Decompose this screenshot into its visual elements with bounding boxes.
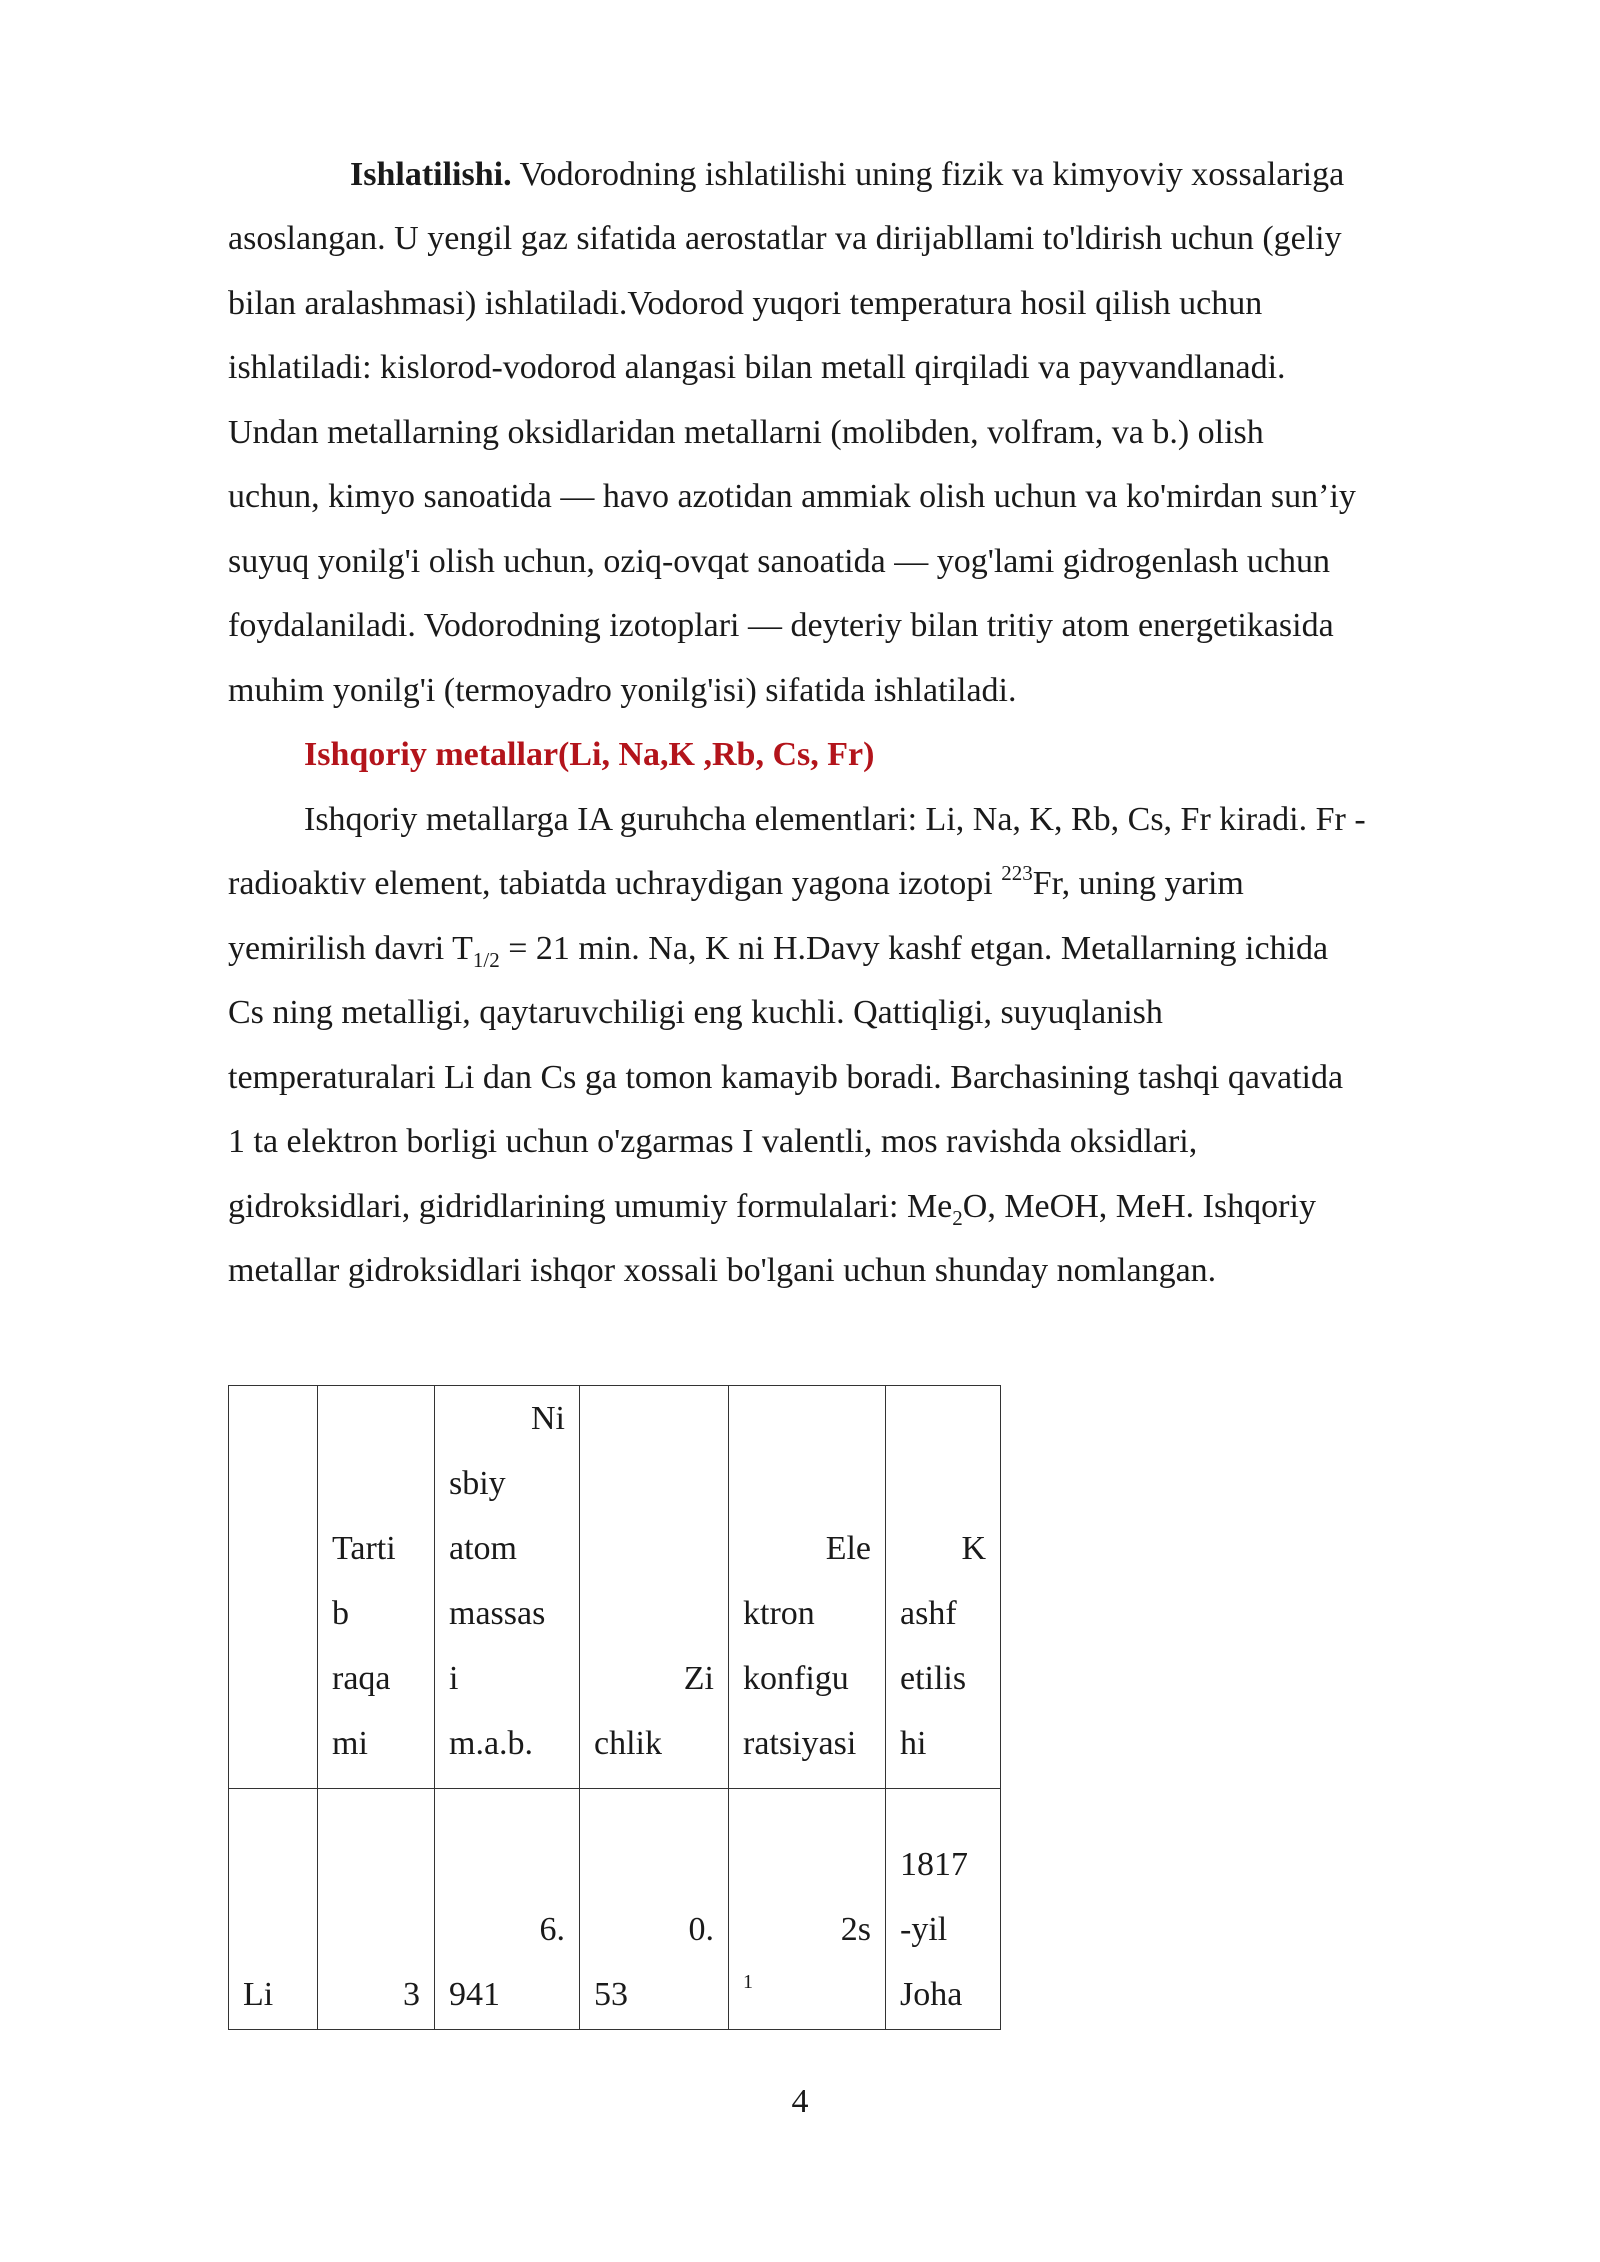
paragraph1-line-2: asoslangan. U yengil gaz sifatida aerostatlar va dirijabllami to'ldirish uchun (geliy [228,220,1342,257]
paragraph2-line-3: yemirilish davri $T_{1/2} = 21$ min. Na, K ni H.Davy kashf etgan. Metallarning ichida [228,930,1329,972]
cell-electron-config: 2s 1 [729,1789,886,2030]
paragraph2-line-1: Ishqoriy metallarga IA guruhcha elementlari: Li, Na, K, Rb, Cs, Fr kiradi. Fr - [304,801,1366,838]
config-superscript: 1 [743,1971,753,1993]
page-number: 4 [791,2083,809,2120]
paragraph1-line-7: suyuq yonilg'i olish uchun, oziq-ovqat sanoatida — yog'lami gidrogenlash uchun [228,543,1330,580]
paragraph2-line-8: metallar gidroksidlari ishqor xossali bo'lgani uchun shunday nomlangan. [228,1252,1217,1289]
isotope-superscript: 223 [1001,860,1033,885]
section-title-usage: Ishlatilishi. [350,156,512,193]
paragraph1-line-8: foydalaniladi. Vodorodning izotoplari — deyteriy bilan tritiy atom energetikasida [228,607,1334,644]
paragraph2-line-6: 1 ta elektron borligi uchun o'zgarmas I valentli, mos ravishda oksidlari, [228,1123,1198,1160]
cell-discovery: 1817 -yil Joha [886,1789,1001,2030]
header-cell-discovery: K ashf etilis hi [886,1386,1001,1789]
cell-serial-number: 3 [318,1789,435,2030]
paragraph2-line-7: gidroksidlari, gidridlarining umumiy formulalari: $Me_2O$, MeOH, MeH. Ishqoriy [228,1188,1316,1230]
header-cell-density: Zi chlik [580,1386,729,1789]
table-header-row [229,1386,1001,1789]
paragraph1-line-1: Ishlatilishi. Vodorodning ishlatilishi uning fizik va kimyoviy xossalariga [350,156,1345,193]
paragraph1-line-9: muhim yonilg'i (termoyadro yonilg'isi) sifatida ishlatiladi. [228,672,1017,709]
half-life-subscript: 1/2 [472,947,500,972]
cell-element: Li [229,1789,318,2030]
paragraph1-line-3: bilan aralashmasi) ishlatiladi.Vodorod yuqori temperatura hosil qilish uchun [228,285,1263,322]
section-heading-alkali-metals: Ishqoriy metallar(Li, Na,K ,Rb, Cs, Fr) [304,736,875,773]
paragraph1-line-6: uchun, kimyo sanoatida — havo azotidan ammiak olish uchun va ko'mirdan sun’iy [228,478,1356,515]
paragraph1-line-4: ishlatiladi: kislorod-vodorod alangasi bilan metall qirqiladi va payvandlanadi. [228,349,1286,386]
cell-density: 0. 53 [580,1789,729,2030]
table-row [229,1789,1001,2030]
header-cell-element [229,1386,318,1789]
paragraph2-line-4: Cs ning metalligi, qaytaruvchiligi eng kuchli. Qattiqligi, suyuqlanish [228,994,1163,1031]
paragraph1-line-5: Undan metallarning oksidlaridan metallarni (molibden, volfram, va b.) olish [228,414,1264,451]
cell-atomic-mass: 6. 941 [435,1789,580,2030]
header-cell-atomic-mass: Ni sbiy atom massas i m.a.b. [435,1386,580,1789]
formula-subscript: 2 [952,1205,963,1230]
paragraph2-line-5: temperaturalari Li dan Cs ga tomon kamayib boradi. Barchasining tashqi qavatida [228,1059,1344,1096]
header-cell-electron-config: Ele ktron konfigu ratsiyasi [729,1386,886,1789]
paragraph2-line-2: radioaktiv element, tabiatda uchraydigan yagona izotopi $^{223}$Fr, uning yarim [228,860,1244,902]
header-cell-serial-number: Tarti b raqa mi [318,1386,435,1789]
alkali-metals-table [228,1385,1001,2030]
